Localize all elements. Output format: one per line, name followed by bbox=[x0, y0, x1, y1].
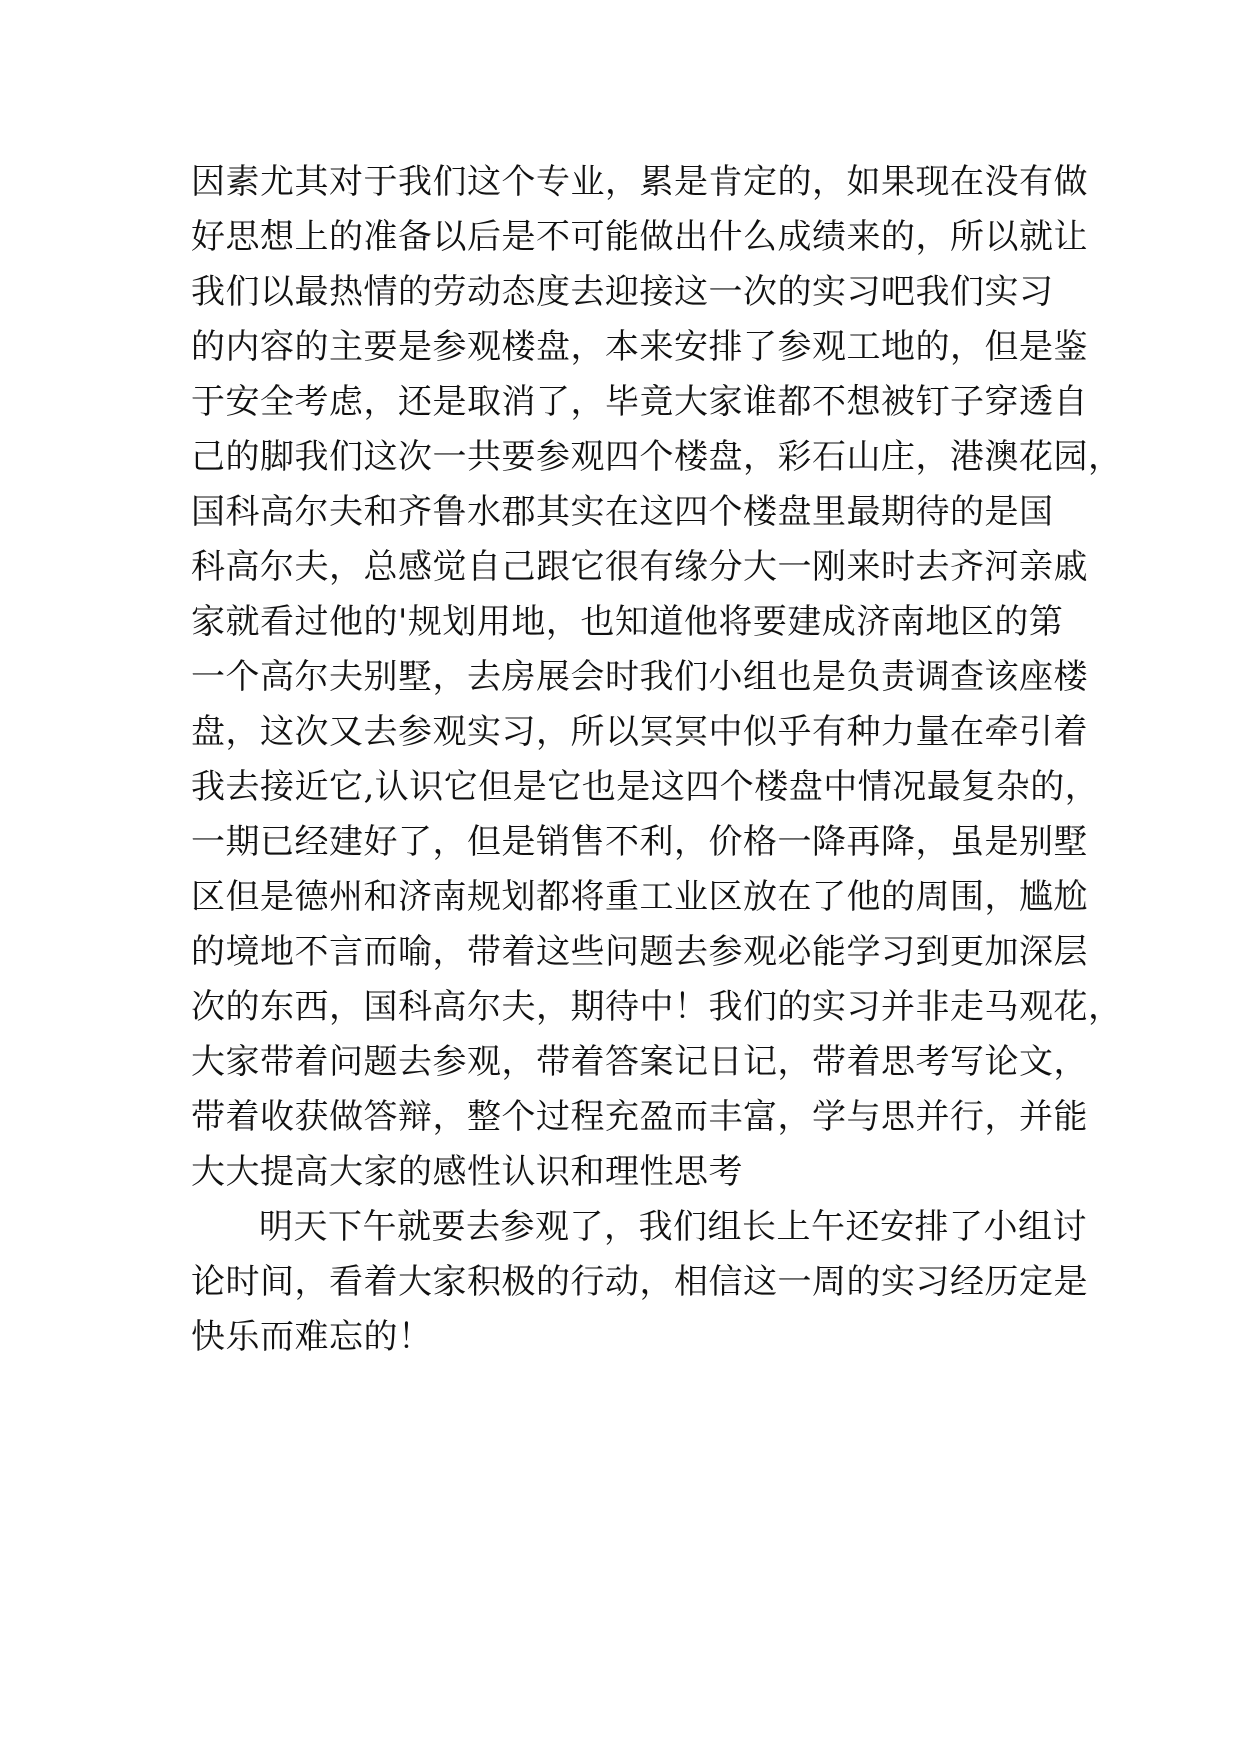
text-line: 的境地不言而喻，带着这些问题去参观必能学习到更加深层 bbox=[191, 932, 1088, 972]
text-line: 明天下午就要去参观了，我们组长上午还安排了小组讨 bbox=[259, 1207, 1087, 1247]
paragraph-2 bbox=[191, 1200, 1088, 1365]
text-line: 大家带着问题去参观，带着答案记日记，带着思考写论文， bbox=[191, 1042, 1088, 1082]
document-body bbox=[191, 155, 1123, 1365]
paragraph-1 bbox=[191, 155, 1123, 1200]
text-line: 于安全考虑，还是取消了，毕竟大家谁都不想被钉子穿透自 bbox=[191, 382, 1088, 422]
text-line: 快乐而难忘的！ bbox=[191, 1317, 433, 1357]
text-line: 国科高尔夫和齐鲁水郡其实在这四个楼盘里最期待的是国 bbox=[191, 492, 1054, 532]
text-line: 我去接近它,认识它但是它也是这四个楼盘中情况最复杂的， bbox=[191, 767, 1100, 807]
text-line: 我们以最热情的劳动态度去迎接这一次的实习吧我们实习 bbox=[191, 272, 1054, 312]
text-line: 科高尔夫，总感觉自己跟它很有缘分大一刚来时去齐河亲戚 bbox=[191, 547, 1088, 587]
text-line: 一期已经建好了，但是销售不利，价格一降再降，虽是别墅 bbox=[191, 822, 1088, 862]
text-line: 家就看过他的'规划用地，也知道他将要建成济南地区的第 bbox=[191, 602, 1064, 642]
text-line: 区但是德州和济南规划都将重工业区放在了他的周围，尴尬 bbox=[191, 877, 1088, 917]
text-line: 一个高尔夫别墅，去房展会时我们小组也是负责调查该座楼 bbox=[191, 657, 1088, 697]
text-line: 己的脚我们这次一共要参观四个楼盘，彩石山庄，港澳花园， bbox=[191, 437, 1123, 477]
text-line: 带着收获做答辩，整个过程充盈而丰富，学与思并行，并能 bbox=[191, 1097, 1088, 1137]
text-line: 次的东西，国科高尔夫，期待中！我们的实习并非走马观花， bbox=[191, 987, 1123, 1027]
text-line: 好思想上的准备以后是不可能做出什么成绩来的，所以就让 bbox=[191, 217, 1088, 257]
text-line: 因素尤其对于我们这个专业，累是肯定的，如果现在没有做 bbox=[191, 162, 1088, 202]
text-line: 大大提高大家的感性认识和理性思考 bbox=[191, 1152, 743, 1192]
text-line: 盘，这次又去参观实习，所以冥冥中似乎有种力量在牵引着 bbox=[191, 712, 1088, 752]
text-line: 的内容的主要是参观楼盘，本来安排了参观工地的，但是鉴 bbox=[191, 327, 1088, 367]
text-line: 论时间，看着大家积极的行动，相信这一周的实习经历定是 bbox=[191, 1262, 1088, 1302]
